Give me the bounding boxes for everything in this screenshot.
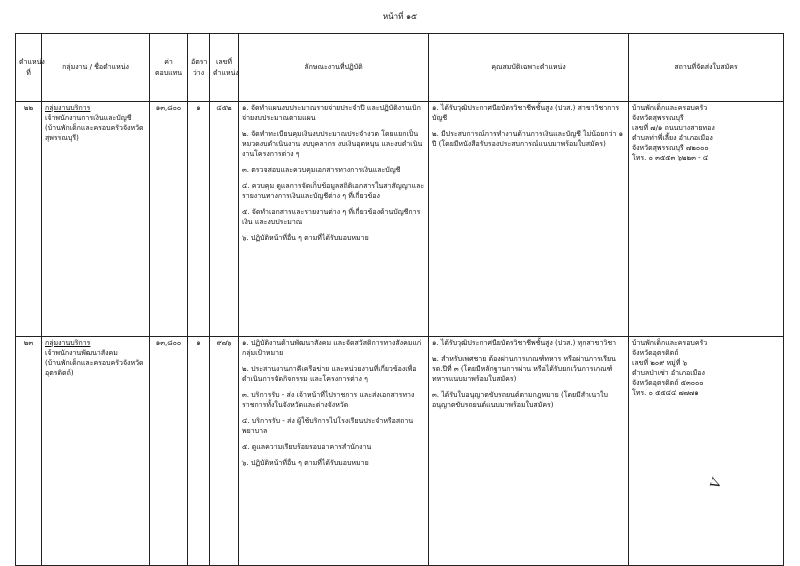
duty-item: ๕. ดูแลความเรียบร้อยรอบอาคารสำนักงาน	[242, 443, 372, 451]
duties-cell	[239, 102, 429, 337]
address-line: เลขที่ ๗/๑ ถนนบางสายทอง	[632, 124, 715, 132]
address-line: บ้านพักเด็กและครอบครัว	[632, 339, 708, 347]
duty-item: ๖. ปฏิบัติหน้าที่อื่น ๆ ตามที่ได้รับมอบหมาย	[242, 459, 369, 467]
qualification-item: ๑. ได้รับวุฒิประกาศนียบัตรวิชาชีพชั้นสูง (ปวส.) ทุกสาขาวิชา	[432, 339, 616, 347]
position-number: ๔๕๒	[210, 102, 239, 337]
position-title: เจ้าพนักงานพัฒนาสังคม	[45, 349, 118, 357]
position-unit: (บ้านพักเด็กและครอบครัวจังหวัดอุตรดิตถ์)	[45, 359, 144, 377]
salary: ๑๓,๘๐๐	[150, 337, 188, 566]
duty-item: ๓. บริการรับ - ส่ง เจ้าหน้าที่ไปราชการ และส่งเอกสารทางราชการทั้งในจังหวัดและต่างจังหวัด	[242, 391, 415, 409]
table-row	[16, 337, 784, 566]
address-line: จังหวัดอุตรดิตถ์ ๕๓๐๐๐	[632, 379, 704, 387]
header-no: ตำแหน่งที่	[16, 34, 42, 102]
header-salary: ค่าตอบแทน	[150, 34, 188, 102]
page-number: หน้าที่ ๑๕	[382, 12, 418, 21]
duty-item: ๕. จัดทำเอกสารและรายงานต่าง ๆ ที่เกี่ยวข้องด้านบัญชีการเงิน และงบประมาณ	[242, 208, 421, 226]
duty-item: ๔. ควบคุม ดูแลการจัดเก็บข้อมูลสถิติเอกสารในสาสัญญาและรายงานทางการเงินและบัญชีต่าง ๆ ที่เกี่ยวข้อง	[242, 182, 425, 200]
rate: ๑	[188, 337, 210, 566]
position-number: ๙๗๖	[210, 337, 239, 566]
position-cell	[42, 102, 150, 337]
header-place: สถานที่จัดส่งใบสมัคร	[629, 34, 784, 102]
duty-item: ๔. บริการรับ - ส่ง ผู้ใช้บริการไปโรงเรียนประจำหรือสถานพยาบาล	[242, 417, 414, 435]
table-header-row	[16, 34, 784, 102]
address-line: เลขที่ ๒๐๙ หมู่ที่ ๖	[632, 359, 688, 367]
group-name: กลุ่มงานบริการ	[45, 339, 91, 347]
row-no: ๒๒	[16, 102, 42, 337]
duty-item: ๖. ปฏิบัติหน้าที่อื่น ๆ ตามที่ได้รับมอบหมาย	[242, 234, 369, 242]
qualification-item: ๒. มีประสบการณ์การทำงานด้านการเงินและบัญชี ไม่น้อยกว่า ๑ ปี (โดยมีหนังสือรับรองประสบการณ์แนบมาพร้อมใบสมัคร)	[432, 130, 624, 148]
positions-table	[15, 33, 784, 566]
duty-item: ๑. จัดทำแผนงบประมาณรายจ่ายประจำปี และปฏิบัติงานเบิกจ่ายงบประมาณตามแผน	[242, 104, 421, 122]
duty-item: ๑. ปฏิบัติงานด้านพัฒนาสังคม และจัดสวัสดิการทางสังคมแก่กลุ่มเป้าหมาย	[242, 339, 422, 357]
position-title: เจ้าพนักงานการเงินและบัญชี	[45, 114, 132, 122]
address-line: จังหวัดสุพรรณบุรี	[632, 114, 684, 122]
address-line: ตำบลป่าเซ่า อำเภอเมือง	[632, 369, 705, 377]
table-row	[16, 102, 784, 337]
group-name: กลุ่มงานบริการ	[45, 104, 91, 112]
handwritten-signature: V	[708, 477, 726, 491]
qualification-item: ๓. ได้รับใบอนุญาตขับรถยนต์ตามกฎหมาย (โดยมีสำเนาใบอนุญาตขับรถยนต์แนบมาพร้อมใบสมัคร)	[432, 391, 608, 409]
header-rate: อัตราว่าง	[188, 34, 210, 102]
address-cell	[629, 337, 784, 566]
duty-item: ๓. ตรวจสอบและควบคุมเอกสารทางการเงินและบัญชี	[242, 166, 401, 174]
qualification-item: ๑. ได้รับวุฒิประกาศนียบัตรวิชาชีพชั้นสูง (ปวส.) สาขาวิชาการบัญชี	[432, 104, 620, 122]
header-duties: ลักษณะงานที่ปฏิบัติ	[239, 34, 429, 102]
qualification-item: ๒. สำหรับเพศชาย ต้องผ่านการเกณฑ์ทหาร หรือผ่านการเรียน รด.ปีที่ ๓ (โดยมีหลักฐานการผ่าน หรือได้รับยกเว้นการเกณฑ์ทหารแนบมาพร้อมใบสมัคร)	[432, 355, 616, 383]
qualification-cell	[429, 337, 629, 566]
row-no: ๒๓	[16, 337, 42, 566]
duties-cell	[239, 337, 429, 566]
duty-item: ๒. จัดทำทะเบียนคุมเงินงบประมาณประจำงวด โดยแยกเป็นหมวดงบดำเนินงาน งบบุคลากร งบเงินอุดหนุน และงบดำเนินงานโครงการต่าง ๆ	[242, 130, 423, 158]
header-pos-no: เลขที่ตำแหน่ง	[210, 34, 239, 102]
qualification-cell	[429, 102, 629, 337]
address-line: จังหวัดสุพรรณบุรี ๗๒๐๐๐	[632, 144, 709, 152]
address-line: จังหวัดอุตรดิตถ์	[632, 349, 679, 357]
address-line: โทร. ๐ ๓๕๕๓ ๖๒๒๓ - ๔	[632, 154, 709, 162]
rate: ๑	[188, 102, 210, 337]
address-cell	[629, 102, 784, 337]
header-group: กลุ่มงาน / ชื่อตำแหน่ง	[42, 34, 150, 102]
header-qual: คุณสมบัติเฉพาะตำแหน่ง	[429, 34, 629, 102]
duty-item: ๒. ประสานงานภาคีเครือข่าย และหน่วยงานที่เกี่ยวข้องเพื่อดำเนินการจัดกิจกรรม และโครงการต่าง ๆ	[242, 365, 417, 383]
position-unit: (บ้านพักเด็กและครอบครัวจังหวัดสุพรรณบุรี)	[45, 124, 144, 142]
salary: ๑๓,๘๐๐	[150, 102, 188, 337]
address-line: ตำบลท่าพี่เลี้ยง อำเภอเมือง	[632, 134, 713, 142]
position-cell	[42, 337, 150, 566]
address-line: บ้านพักเด็กและครอบครัว	[632, 104, 708, 112]
address-line: โทร. ๐ ๕๕๔๔ ๗๗๗๑	[632, 389, 699, 397]
